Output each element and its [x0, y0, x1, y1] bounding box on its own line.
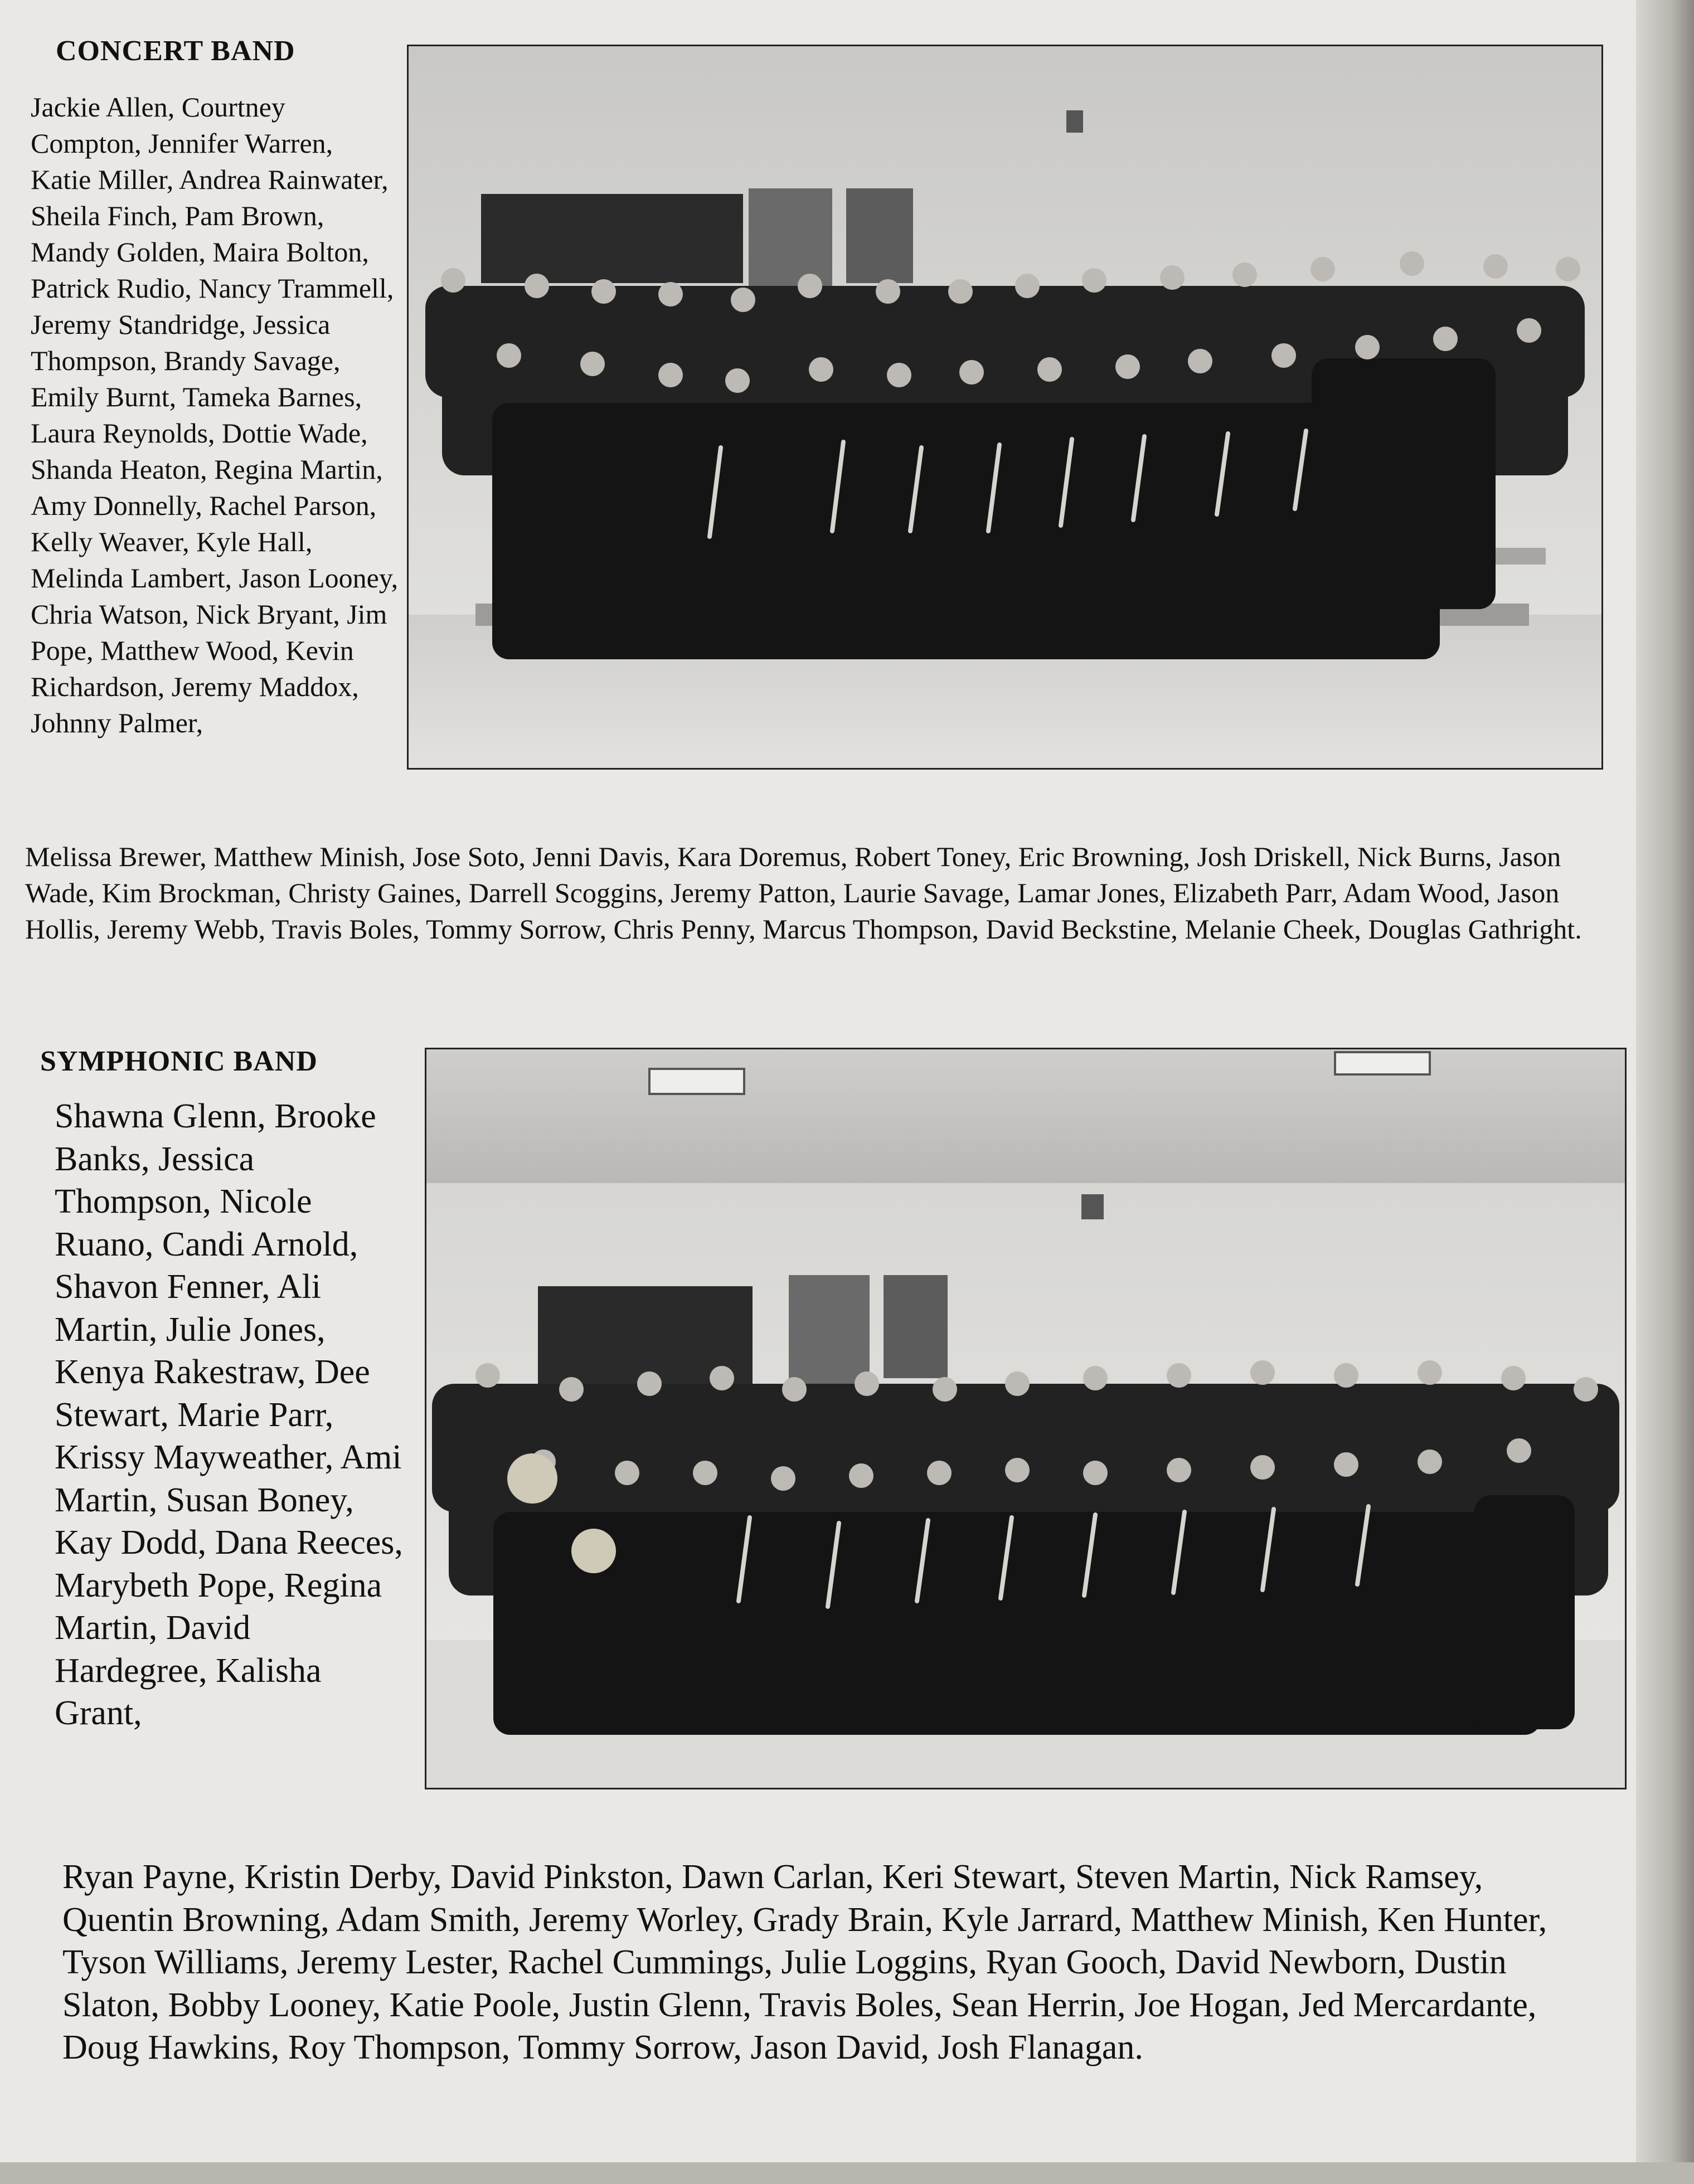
page-bottom-edge [0, 2162, 1694, 2184]
symphonic-band-photo [425, 1048, 1627, 1789]
symphonic-band-heading: SYMPHONIC BAND [40, 1045, 318, 1077]
concert-band-heading: CONCERT BAND [56, 35, 295, 67]
symphonic-band-names-continued: Ryan Payne, Kristin Derby, David Pinkston, Dawn Carlan, Keri Stewart, Steven Martin, Nick Ramsey, Quentin Browning, Adam Smith, Jeremy Worley, Grady Brain, Kyle Jarrard, Matthew Minish, Ken Hunter, Tyson Williams, Jeremy Lester, Rachel Cummings, Julie Loggins, Ryan Gooch, David Newborn, Dustin Slaton, Bobby Looney, Katie Poole, Justin Glenn, Travis Boles, Sean Herrin, Joe Hogan, Jed Mercardante, Doug Hawkins, Roy Thompson, Tommy Sorrow, Jason David, Josh Flanagan. [62, 1858, 1547, 2066]
concert-band-names-continued: Melissa Brewer, Matthew Minish, Jose Soto, Jenni Davis, Kara Doremus, Robert Toney, Eric Browning, Josh Driskell, Nick Burns, Jason Wade, Kim Brockman, Christy Gaines, Darrell Scoggins, Jeremy Patton, Laurie Savage, Lamar Jones, Elizabeth Parr, Adam Wood, Jason Hollis, Jeremy Webb, Travis Boles, Tommy Sorrow, Chris Penny, Marcus Thompson, David Beckstine, Melanie Cheek, Douglas Gathright. [25, 841, 1582, 945]
concert-band-photo [407, 45, 1603, 770]
page-edge [1636, 0, 1694, 2184]
concert-band-names-column: Jackie Allen, Courtney Compton, Jennifer Warren, Katie Miller, Andrea Rainwater, Sheila Finch, Pam Brown, Mandy Golden, Maira Bolton, Patrick Rudio, Nancy Trammell, Jeremy Standridge, Jessica Thompson, Brandy Savage, Emily Burnt, Tameka Barnes, Laura Reynolds, Dottie Wade, Shanda Heaton, Regina Martin, Amy Donnelly, Rachel Parson, Kelly Weaver, Kyle Hall, Melinda Lambert, Jason Looney, Chria Watson, Nick Bryant, Jim Pope, Matthew Wood, Kevin Richardson, Jeremy Maddox, Johnny Palmer, [31, 91, 399, 738]
symphonic-band-names-column: Shawna Glenn, Brooke Banks, Jessica Thompson, Nicole Ruano, Candi Arnold, Shavon Fenner, Ali Martin, Julie Jones, Kenya Rakestraw, Dee Stewart, Marie Parr, Krissy Mayweather, Ami Martin, Susan Boney, Kay Dodd, Dana Reeces, Marybeth Pope, Regina Martin, David Hardegree, Kalisha Grant, [55, 1097, 403, 1732]
